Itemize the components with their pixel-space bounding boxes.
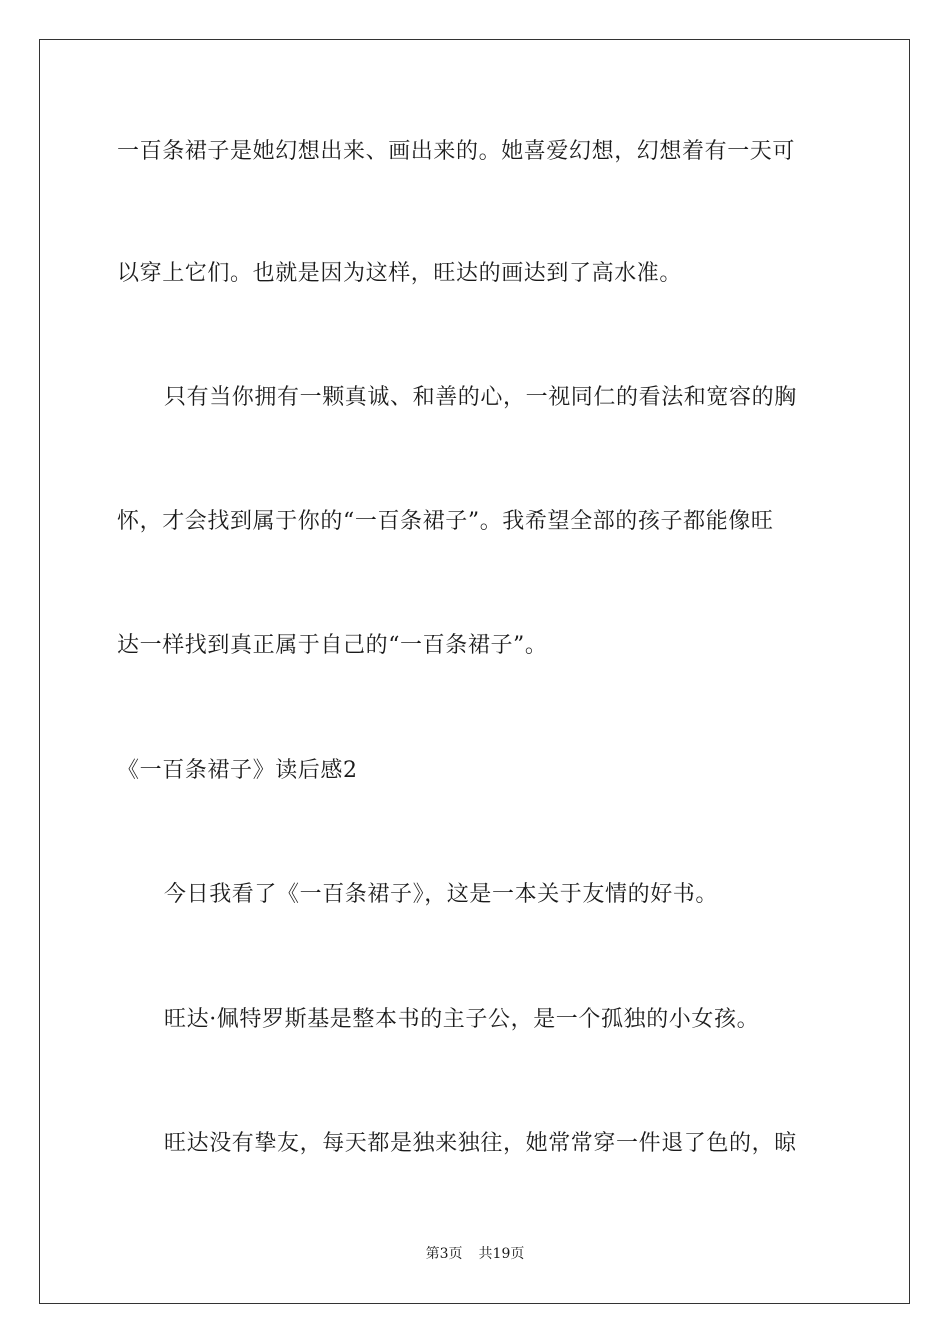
body-line-6: 今日我看了《一百条裙子》，这是一本关于友情的好书。 xyxy=(164,882,719,907)
body-line-8: 旺达没有挚友，每天都是独来独往，她常常穿一件退了色的，晾 xyxy=(164,1131,797,1156)
section-heading: 《一百条裙子》读后感2 xyxy=(117,758,358,783)
body-line-7: 旺达·佩特罗斯基是整本书的主子公，是一个孤独的小女孩。 xyxy=(164,1007,760,1032)
body-line-4: 怀，才会找到属于你的“一百条裙子”。我希望全部的孩子都能像旺 xyxy=(117,509,774,534)
page-footer xyxy=(0,1244,950,1264)
body-line-5: 达一样找到真正属于自己的“一百条裙子”。 xyxy=(117,633,548,658)
body-line-2: 以穿上它们。也就是因为这样，旺达的画达到了高水准。 xyxy=(117,261,683,286)
body-line-1: 一百条裙子是她幻想出来、画出来的。她喜爱幻想，幻想着有一天可 xyxy=(117,139,796,164)
page-total: 共19页 xyxy=(478,1246,525,1262)
page-number: 第3页 xyxy=(425,1246,463,1262)
page-frame xyxy=(39,39,910,1304)
body-line-3: 只有当你拥有一颗真诚、和善的心，一视同仁的看法和宽容的胸 xyxy=(164,385,797,410)
